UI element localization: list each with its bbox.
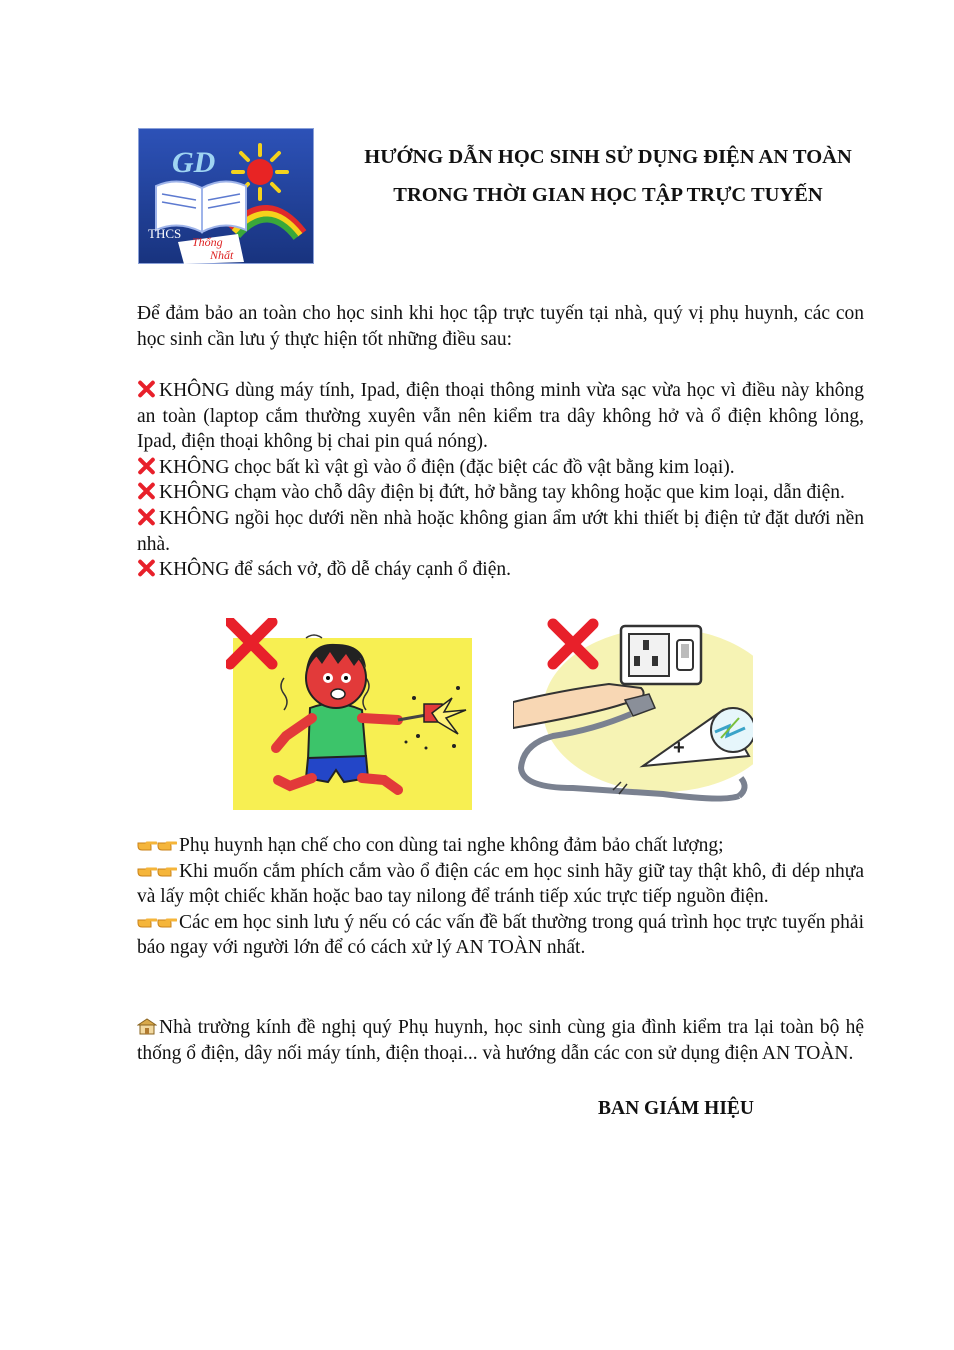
logo-text-nhat: Nhất (210, 248, 234, 262)
document-title (330, 138, 886, 214)
rule-item (137, 480, 864, 506)
rule-text: KHÔNG dùng máy tính, Ipad, điện thoại thông minh vừa sạc vừa học vì điều này không an toàn (laptop cắm thường xuyên vẫn nên kiểm tra dây không hở và ổ điện không lỏng, Ipad, điện thoại không bị chai pin quá nóng). (137, 380, 864, 453)
rule-text: KHÔNG chọc bất kì vật gì vào ổ điện (đặc biệt các đồ vật bằng kim loại). (159, 456, 735, 478)
advice-item (137, 833, 864, 859)
advice-item (137, 859, 864, 910)
red-x-icon (137, 559, 156, 577)
intro-paragraph: Để đảm bảo an toàn cho học sinh khi học tập trực tuyến tại nhà, quý vị phụ huynh, các con học sinh cần lưu ý thực hiện tốt những điều sau: (137, 303, 864, 350)
rule-text: KHÔNG chạm vào chỗ dây điện bị đứt, hở bằng tay không hoặc que kim loại, dẫn điện. (159, 482, 845, 504)
logo-text-thong: Thống (192, 235, 223, 249)
signature: BAN GIÁM HIỆU (598, 1098, 755, 1119)
rule-text: KHÔNG ngồi học dưới nền nhà hoặc không gian ẩm ướt khi thiết bị điện tử đặt dưới nền nhà. (137, 507, 864, 555)
red-x-icon (137, 457, 156, 475)
advice-item (137, 910, 864, 961)
red-x-icon (137, 380, 156, 398)
hand-plug-illustration (513, 618, 753, 810)
svg-text:+: + (673, 737, 685, 759)
title-line-2: TRONG THỜI GIAN HỌC TẬP TRỰC TUYẾN (393, 184, 823, 206)
red-x-icon (137, 508, 156, 526)
closing-text: Nhà trường kính đề nghị quý Phụ huynh, học sinh cùng gia đình kiểm tra lại toàn bộ hệ thống ổ điện, dây nối máy tính, điện thoại... và hướng dẫn các con sử dụng điện AN TOÀN. (137, 1017, 864, 1064)
rule-item (137, 557, 864, 583)
advice-list (137, 833, 864, 961)
closing-paragraph (137, 1015, 864, 1066)
advice-text: Phụ huynh hạn chế cho con dùng tai nghe không đảm bảo chất lượng; (179, 835, 724, 856)
pointing-hands-icon (137, 859, 177, 885)
shocked-child-illustration (226, 618, 472, 810)
advice-text: Khi muốn cắm phích cắm vào ổ điện các em học sinh hãy giữ tay thật khô, đi dép nhựa và lấy một chiếc khăn hoặc bao tay nilong để tránh tiếp xúc trực tiếp nguồn điện. (137, 860, 864, 908)
pointing-hands-icon (137, 833, 177, 859)
rule-text: KHÔNG để sách vở, đồ dễ cháy cạnh ổ điện. (159, 559, 511, 581)
pointing-hands-icon (137, 910, 177, 936)
title-line-1: HƯỚNG DẪN HỌC SINH SỬ DỤNG ĐIỆN AN TOÀN (364, 146, 852, 168)
rule-item (137, 378, 864, 455)
school-icon (137, 1018, 157, 1035)
logo-monogram: GD (172, 146, 216, 179)
rule-item (137, 506, 864, 557)
logo-text-thcs: THCS (148, 226, 182, 241)
advice-text: Các em học sinh lưu ý nếu có các vấn đề bất thường trong quá trình học trực tuyến phải báo ngay với người lớn để có cách xử lý AN TOÀN nhất. (137, 911, 864, 959)
red-x-icon (137, 482, 156, 500)
rule-item (137, 455, 864, 481)
rules-list (137, 378, 864, 583)
school-logo (138, 128, 314, 264)
